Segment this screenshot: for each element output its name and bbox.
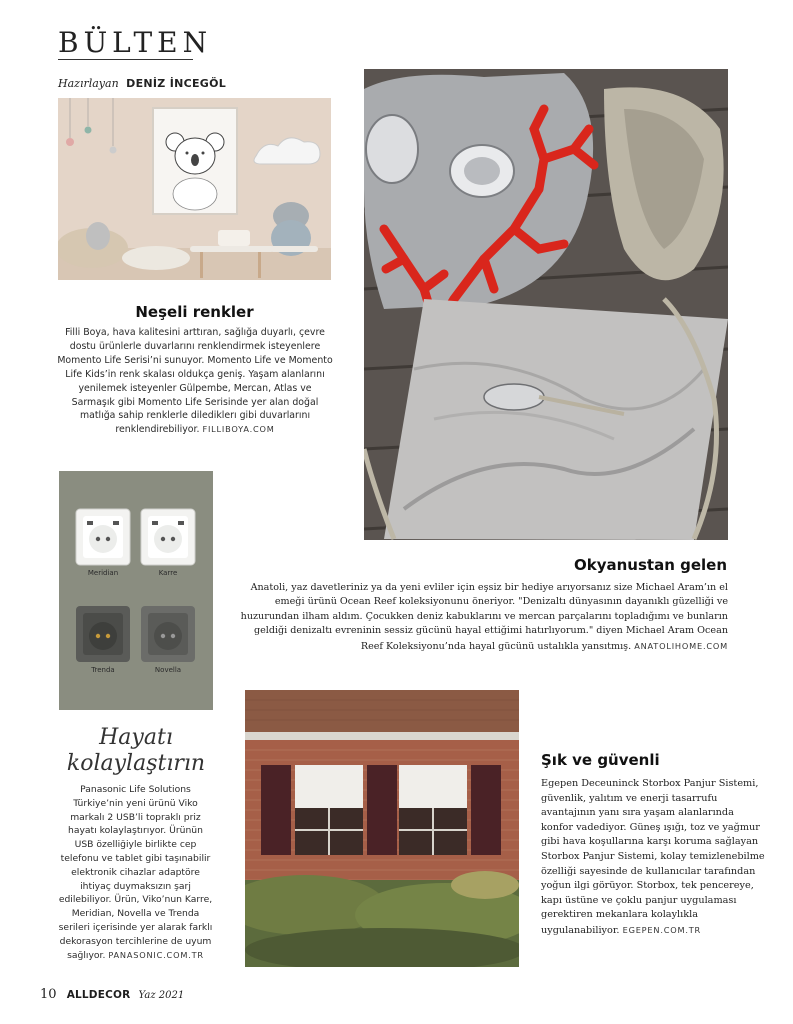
hayati-heading-line2: kolaylaştırın <box>66 751 206 776</box>
socket-photo <box>59 471 213 710</box>
magazine-name: ALLDECOR <box>66 989 131 1001</box>
nursery-photo <box>58 98 331 280</box>
sik-source: EGEPEN.COM.TR <box>622 924 702 935</box>
okyanus-body <box>236 581 728 654</box>
page-number: 10 <box>40 987 57 1002</box>
credit-name: DENİZ İNCEGÖL <box>126 77 227 90</box>
neseli-source: FILLIBOYA.COM <box>202 424 275 435</box>
hayati-heading <box>50 725 222 777</box>
hayati-source: PANASONIC.COM.TR <box>108 949 204 960</box>
okyanus-body-text: Anatoli, yaz davetleriniz ya da yeni evliler için eşsiz bir hediye arıyorsanız size Michael Aram’ın el emeği ürünü Ocean Reef koleksiyonunu öneriyor. "Denizaltı dünyasının dayanıklı güzelliği ve huzurundan ilham aldım. Çocukken deniz kabuklarını ve mercan parçalarını topladığımı ve bunların geldiği denizaltı evreninin sessiz gücünü hayal ettiğimi hatırlıyorum." diyen Michael Aram Ocean Reef Koleksiyonu’nda hayal gücünü ustalıkla yansıtmış. <box>240 582 728 652</box>
title-underline <box>58 59 193 60</box>
credit-label: Hazırlayan <box>58 77 119 90</box>
ocean-reef-photo <box>364 69 728 540</box>
okyanus-heading: Okyanustan gelen <box>573 556 727 574</box>
neseli-body <box>57 326 333 437</box>
section-title: BÜLTEN <box>58 26 213 59</box>
sik-body-text: Egepen Deceuninck Storbox Panjur Sistemi, güvenlik, yalıtım ve enerji tasarrufu avantajının yanı sıra yaşam alanlarında konfor vadediyor. Güneş ışığı, toz ve yağmur gibi hava koşullarına karşı koruma sağlayan Storbox Panjur Sistemi, kolay temizlenebilme özelliği sayesinde de kullanıcılar tarafından yoğun ilgi görüyor. Storbox, tek pencereye, kapı üstüne ve çoklu panjur uygulaması gerektiren mekanlara kolaylıkla uygulanabiliyor. <box>541 778 765 936</box>
socket-label-meridian: Meridian <box>87 569 119 577</box>
hayati-heading-line1: Hayatı <box>99 725 173 750</box>
hayati-body <box>58 783 213 962</box>
sik-body <box>541 777 766 939</box>
socket-label-novella: Novella <box>154 666 182 674</box>
shutter-photo <box>245 690 519 967</box>
neseli-body-text: Filli Boya, hava kalitesini arttıran, sağlığa duyarlı, çevre dostu ürünlerle duvarlarını renklendirmek isteyenlere Momento Life Serisi’ni sunuyor. Momento Life ve Momento Life Kids’in renk skalası oldukça geniş. Yaşam alanlarını yenilemek isteyenler Gülpembe, Mercan, Atlas ve Sarmaşık gibi Momento Life Serisinde yer alan doğal matlığa sahip renklerle dilediklerı gibi duvarlarını renklendirebiliyor. <box>57 327 333 436</box>
hayati-body-text: Panasonic Life Solutions Türkiye’nin yeni ürünü Viko markalı 2 USB’li topraklı priz hayatı kolaylaştırıyor. Ürünün USB özelliğiyle birlikte cep telefonu ve tablet gibi taşınabilir elektronik cihazlar adaptöre ihtiyaç duymaksızın şarj edilebiliyor. Ürün, Viko’nun Karre, Meridian, Novella ve Trenda serileri içerisinde yer alarak farklı dekorasyon tercihlerine de uyum sağlıyor. <box>58 784 213 961</box>
socket-label-karre: Karre <box>158 569 178 577</box>
neseli-heading: Neşeli renkler <box>135 303 254 321</box>
okyanus-source: ANATOLIHOME.COM <box>634 640 728 651</box>
issue-label: Yaz 2021 <box>138 990 185 1001</box>
page-footer <box>40 987 184 1002</box>
author-credit <box>58 77 226 90</box>
sik-heading: Şık ve güvenli <box>541 751 660 769</box>
socket-label-trenda: Trenda <box>91 666 115 674</box>
